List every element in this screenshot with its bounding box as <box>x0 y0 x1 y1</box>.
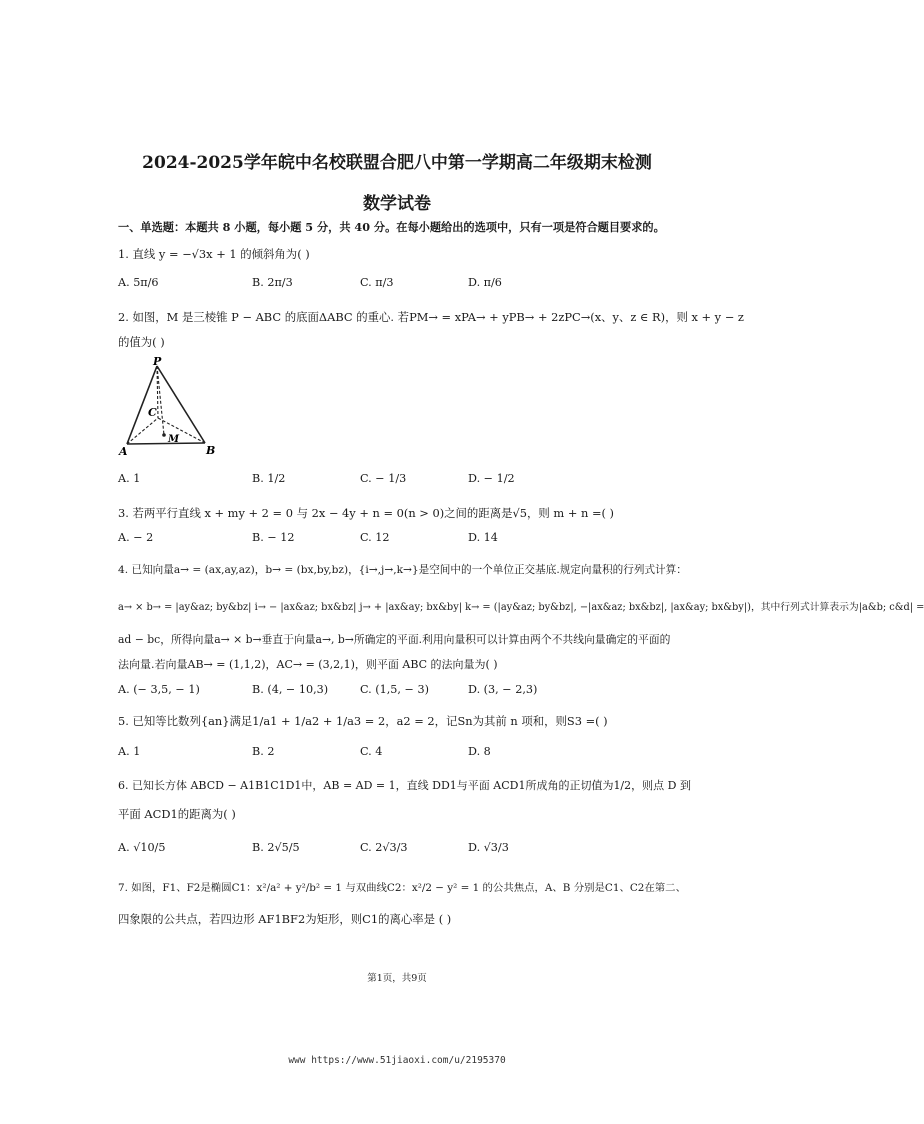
question-4-stem-1: 4. 已知向量a→ = (ax,ay,az)，b→ = (bx,by,bz)，{i→,j→,k→}是空间中的一个单位正交基底.规定向量积的行列式计算： <box>118 564 687 576</box>
watermark-url: www https://www.51jiaoxi.com/u/2195370 <box>288 1055 506 1066</box>
question-5-option-a: A. 1 <box>118 745 141 758</box>
question-4-stem-4: 法向量.若向量AB→ = (1,1,2)，AC→ = (3,2,1)，则平面 ABC 的法向量为( ) <box>118 658 498 671</box>
label-m: M <box>168 434 180 445</box>
question-1-stem: 1. 直线 y = −√3x + 1 的倾斜角为( ) <box>118 247 310 261</box>
question-3-option-d: D. 14 <box>468 531 498 544</box>
question-2-option-b: B. 1/2 <box>252 472 286 485</box>
question-6-stem-cont: 平面 ACD1的距离为( ) <box>118 807 236 821</box>
question-2-option-c: C. − 1/3 <box>360 472 407 485</box>
question-4-option-b: B. (4, − 10,3) <box>252 683 329 696</box>
question-3-option-a: A. − 2 <box>118 531 154 544</box>
question-1-option-d: D. π/6 <box>468 276 502 289</box>
question-2-stem: 2. 如图，M 是三棱锥 P − ABC 的底面ΔABC 的重心. 若PM→ = xPA→ + yPB→ + 2zPC→(x、y、z ∈ R)，则 x + y − z <box>118 310 744 324</box>
question-1-option-c: C. π/3 <box>360 276 394 289</box>
label-a: A <box>119 445 128 458</box>
question-6-option-b: B. 2√5/5 <box>252 841 300 854</box>
pyramid-figure <box>118 356 228 460</box>
question-3-stem: 3. 若两平行直线 x + my + 2 = 0 与 2x − 4y + n = 0(n > 0)之间的距离是√5，则 m + n =( ) <box>118 506 614 520</box>
question-4-stem-3: ad − bc，所得向量a→ × b→垂直于向量a→, b→所确定的平面.利用向量积可以计算由两个不共线向量确定的平面的 <box>118 633 671 646</box>
question-4-option-c: C. (1,5, − 3) <box>360 683 429 696</box>
question-5-option-c: C. 4 <box>360 745 383 758</box>
question-7-stem-cont: 四象限的公共点，若四边形 AF1BF2为矩形，则C1的离心率是 ( ) <box>118 912 452 926</box>
label-c: C <box>148 406 157 419</box>
question-3-option-b: B. − 12 <box>252 531 295 544</box>
question-5-option-b: B. 2 <box>252 745 275 758</box>
page-title: 2024-2025学年皖中名校联盟合肥八中第一学期高二年级期末检测 <box>142 153 652 173</box>
question-4-stem-2: a→ × b→ = |ay&az; by&bz| i→ − |ax&az; bx&bz| j→ + |ax&ay; bx&by| k→ = (|ay&az; by&bz|, −|ax&az; bx&bz|, |ax&ay; bx&by|)，其中行列式计算表示为|a&b; c&d| = <box>118 602 924 613</box>
question-2-option-d: D. − 1/2 <box>468 472 515 485</box>
question-5-option-d: D. 8 <box>468 745 491 758</box>
question-7-stem: 7. 如图，F1、F2是椭圆C1：x²/a² + y²/b² = 1 与双曲线C2：x²/2 − y² = 1 的公共焦点，A、B 分别是C1、C2在第二、 <box>118 882 686 894</box>
question-4-option-d: D. (3, − 2,3) <box>468 683 538 696</box>
question-6-option-a: A. √10/5 <box>118 841 166 854</box>
page-subtitle: 数学试卷 <box>363 194 431 214</box>
question-3-option-c: C. 12 <box>360 531 390 544</box>
label-b: B <box>206 444 216 457</box>
page-number: 第1页，共9页 <box>367 973 427 984</box>
question-1-option-b: B. 2π/3 <box>252 276 293 289</box>
question-1-option-a: A. 5π/6 <box>118 276 159 289</box>
question-2-option-a: A. 1 <box>118 472 141 485</box>
label-p: P <box>153 355 162 368</box>
section-heading: 一、单选题：本题共 8 小题，每小题 5 分，共 40 分。在每小题给出的选项中，只有一项是符合题目要求的。 <box>118 220 665 234</box>
question-5-stem: 5. 已知等比数列{an}满足1/a1 + 1/a2 + 1/a3 = 2，a2 = 2，记Sn为其前 n 项和，则S3 =( ) <box>118 714 608 728</box>
question-4-option-a: A. (− 3,5, − 1) <box>118 683 200 696</box>
question-2-stem-cont: 的值为( ) <box>118 335 165 349</box>
question-6-stem: 6. 已知长方体 ABCD − A1B1C1D1中，AB = AD = 1，直线 DD1与平面 ACD1所成角的正切值为1/2，则点 D 到 <box>118 779 691 792</box>
question-6-option-d: D. √3/3 <box>468 841 509 854</box>
question-6-option-c: C. 2√3/3 <box>360 841 408 854</box>
